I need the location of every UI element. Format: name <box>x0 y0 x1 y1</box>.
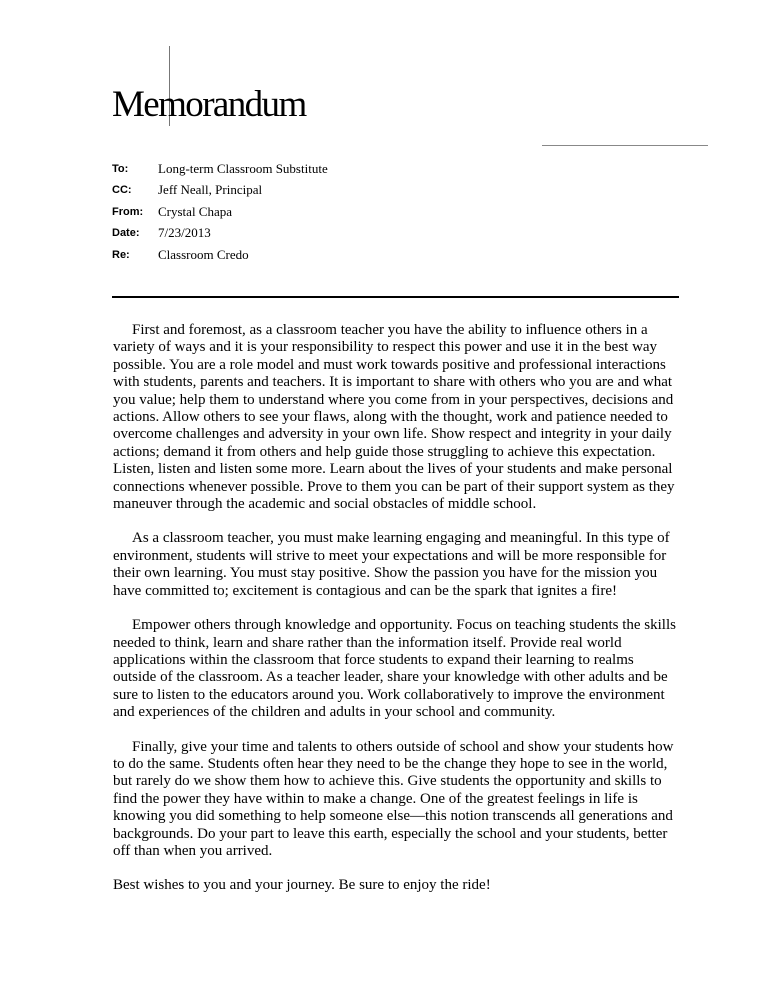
header-value: Classroom Credo <box>158 246 249 262</box>
memo-header <box>112 158 328 266</box>
body-paragraph: Empower others through knowledge and opportunity. Focus on teaching students the skills needed to think, learn and share rather than the information itself. Provide real world applications within the classroom that force students to expand their learning to realms outside of the classroom. As a teacher leader, share your knowledge with other adults and be sure to listen to the educators around you. Work collaboratively to improve the environment and experiences of the children and adults in your school and community. <box>113 617 676 721</box>
header-row-from <box>112 201 328 223</box>
header-divider <box>112 296 679 298</box>
memo-body <box>113 322 679 912</box>
header-row-cc <box>112 180 328 202</box>
header-value: Crystal Chapa <box>158 203 233 219</box>
header-row-date <box>112 223 328 245</box>
header-label: To: <box>112 162 129 175</box>
header-value: Long-term Classroom Substitute <box>158 160 328 176</box>
header-value: Jeff Neall, Principal <box>158 182 263 198</box>
header-label: CC: <box>112 184 132 197</box>
header-row-to <box>112 158 328 180</box>
header-row-re <box>112 244 328 266</box>
header-label: Re: <box>112 248 130 261</box>
header-value: 7/23/2013 <box>158 225 211 241</box>
decorative-horizontal-line <box>542 145 708 146</box>
memo-title: Memorandum <box>112 84 306 125</box>
closing-line: Best wishes to you and your journey. Be sure to enjoy the ride! <box>113 877 491 894</box>
body-paragraph: Finally, give your time and talents to others outside of school and show your students how to do the same. Students often hear they need to be the change they hope to see in the world, but rarely do we show them how to achieve this. Give students the opportunity and skills to find the power they have within to make a change. One of the greatest feelings in life is knowing you did something to help someone else—this notion transcends all generations and backgrounds. Do your part to leave this earth, especially the school and your students, better off than when you arrived. <box>113 738 674 859</box>
body-paragraph: As a classroom teacher, you must make learning engaging and meaningful. In this type of environment, students will strive to meet your expectations and will be more responsible for their own learning. You must stay positive. Show the passion you have for the mission you have committed to; excitement is contagious and can be the spark that ignites a fire! <box>113 530 670 599</box>
header-label: From: <box>112 205 144 218</box>
header-label: Date: <box>112 227 140 240</box>
body-paragraph: First and foremost, as a classroom teacher you have the ability to influence others in a variety of ways and it is your responsibility to respect this power and use it in the best way possible. You are a role model and must work towards positive and professional interactions with students, parents and teachers. It is important to share with others who you are and what you value; help them to understand where you come from in your perspectives, decisions and actions. Allow others to see your flaws, along with the thought, work and patience needed to overcome challenges and adversity in your own life. Show respect and integrity in your daily actions; demand it from others and help guide those struggling to achieve this expectation. Listen, listen and listen some more. Learn about the lives of your students and make personal connections whenever possible. Prove to them you can be part of their support system as they maneuver through the academic and social obstacles of middle school. <box>113 322 675 513</box>
